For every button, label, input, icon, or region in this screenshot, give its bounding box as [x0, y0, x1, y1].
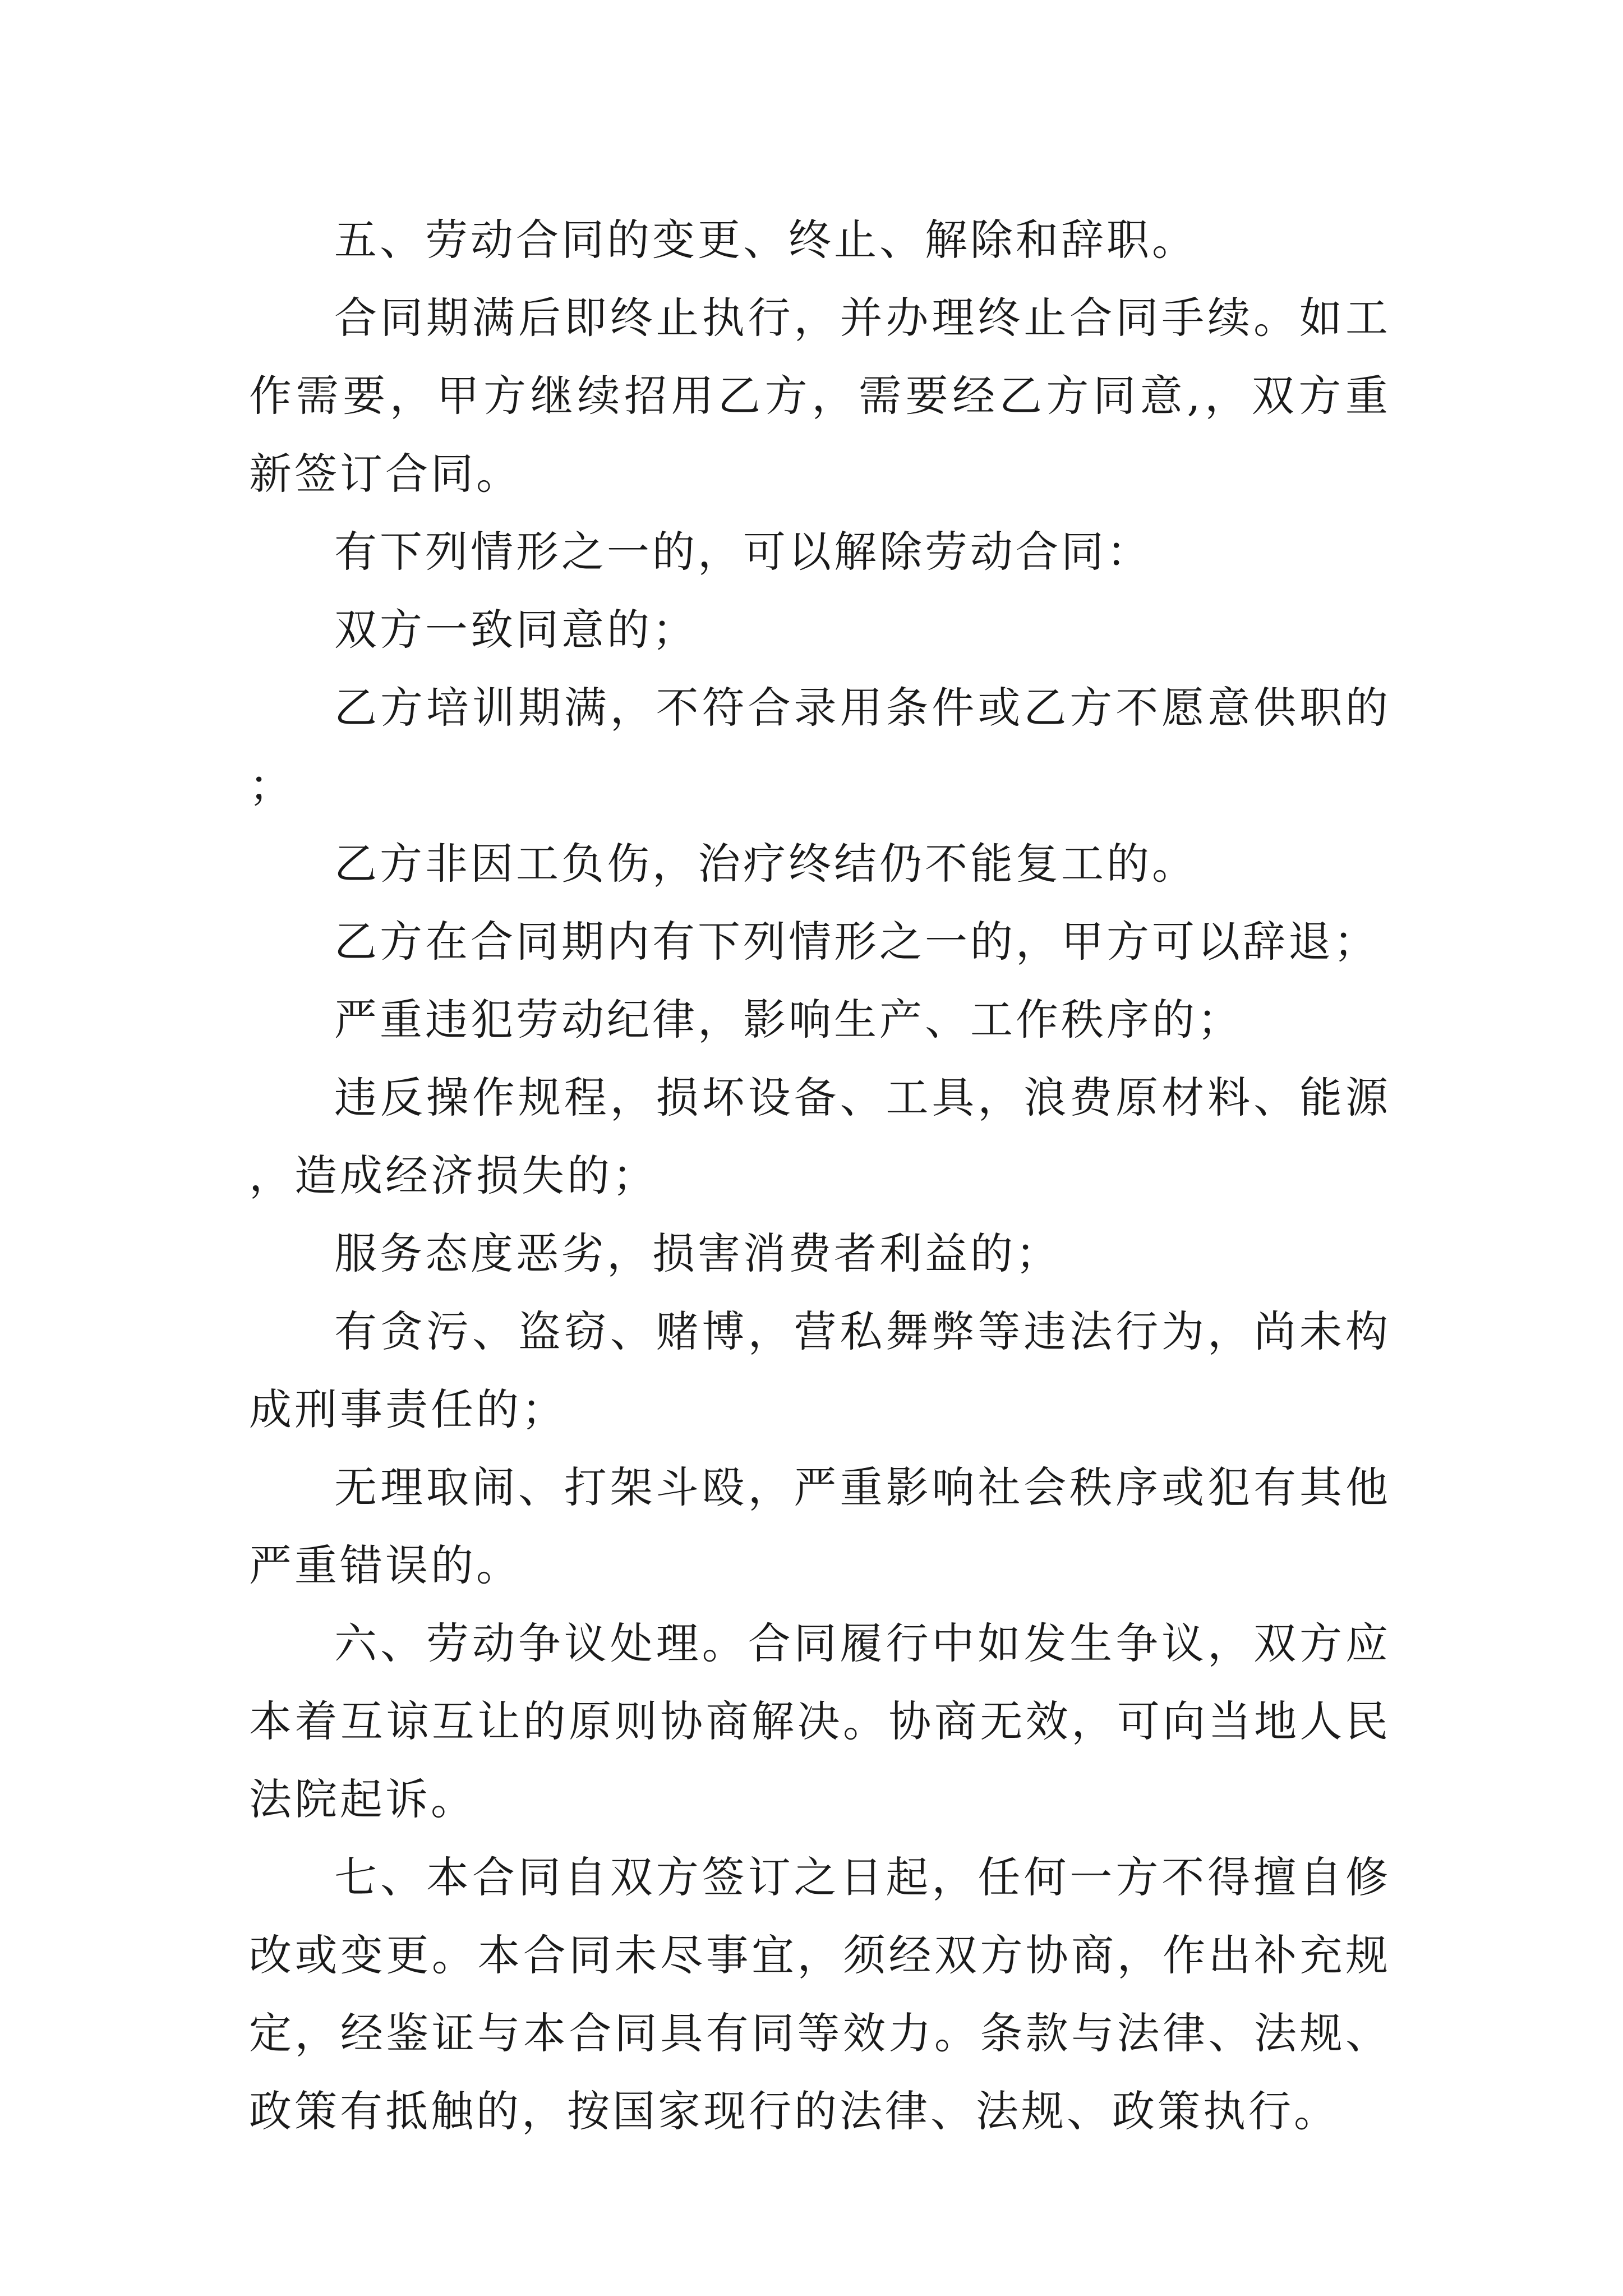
list-item: 严重违犯劳动纪律，影响生产、工作秩序的； — [334, 995, 1243, 1045]
section-seven: 七、本合同自双方签订之日起，任何一方不得擅自修改或变更。本合同未尽事宜，须经双方协商，作出补充规定，经鉴证与本合同具有同等效力。条款与法律、法规、政策有抵触的，按国家现行的法律、法规、政策执行。 — [249, 1852, 1391, 2136]
paragraph: 有下列情形之一的，可以解除劳动合同： — [334, 527, 1152, 577]
list-item: 有贪污、盗窃、赌博，营私舞弊等违法行为，尚未构成刑事责任的； — [249, 1306, 1391, 1434]
list-item: 乙方非因工负伤，治疗终结仍不能复工的。 — [334, 839, 1197, 889]
list-item: 违反操作规程，损坏设备、工具，浪费原材料、能源，造成经济损失的； — [249, 1073, 1391, 1200]
section-heading-five: 五、劳动合同的变更、终止、解除和辞职。 — [334, 215, 1197, 265]
paragraph: 乙方在合同期内有下列情形之一的，甲方可以辞退； — [334, 917, 1379, 967]
document-body — [249, 201, 1391, 2150]
list-item: 乙方培训期满，不符合录用条件或乙方不愿意供职的； — [249, 683, 1391, 811]
paragraph: 合同期满后即终止执行，并办理终止合同手续。如工作需要，甲方继续招用乙方，需要经乙方同意,，双方重新签订合同。 — [249, 293, 1391, 499]
list-item: 双方一致同意的； — [334, 605, 698, 655]
list-item: 无理取闹、打架斗殴，严重影响社会秩序或犯有其他严重错误的。 — [249, 1462, 1391, 1590]
list-item: 服务态度恶劣，损害消费者利益的； — [334, 1228, 1061, 1278]
section-six: 六、劳动争议处理。合同履行中如发生争议，双方应本着互谅互让的原则协商解决。协商无效，可向当地人民法院起诉。 — [249, 1618, 1391, 1824]
